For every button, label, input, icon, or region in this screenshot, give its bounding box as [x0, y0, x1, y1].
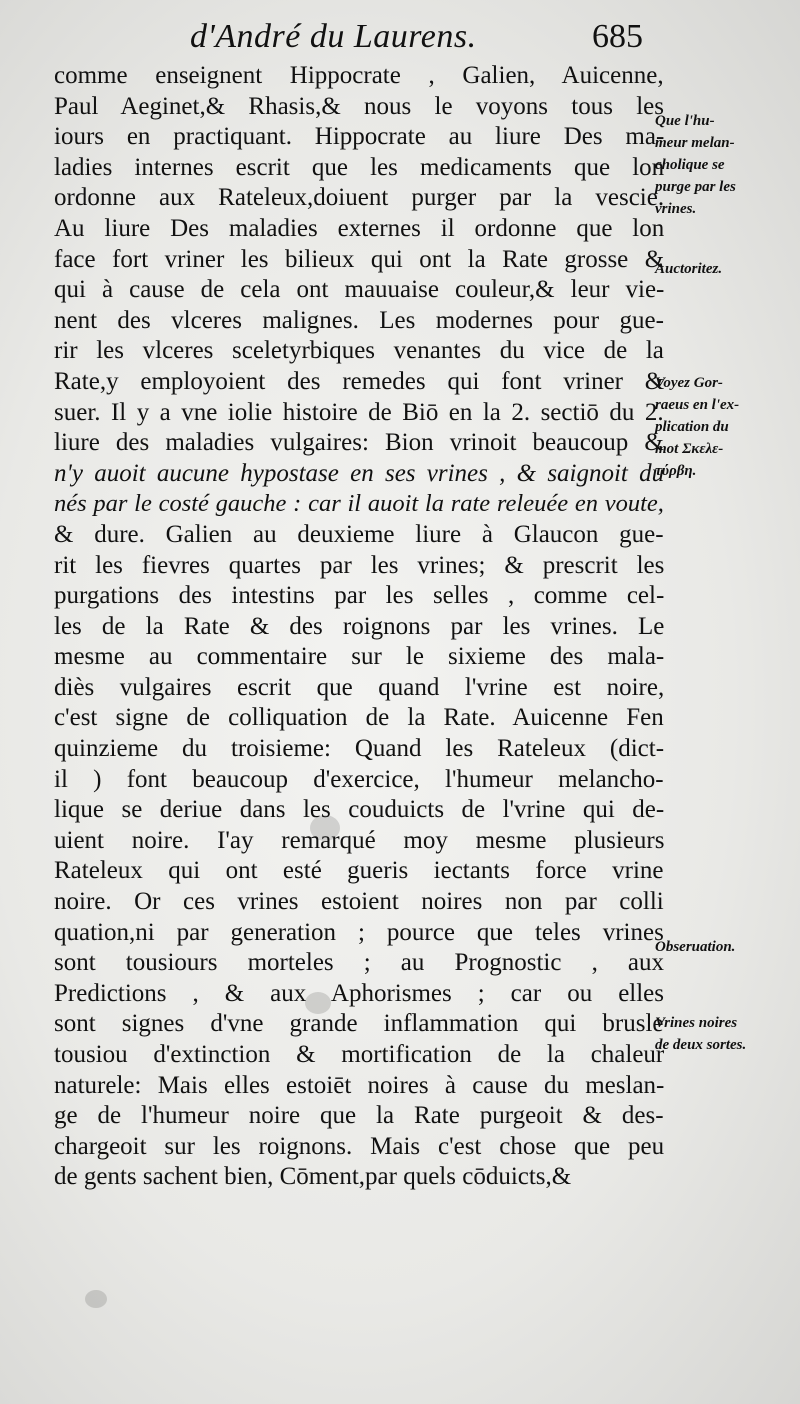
- text-line: qui à cause de cela ont mauuaise couleur,& leur vie-: [54, 276, 665, 304]
- body-text: [54, 61, 664, 1193]
- text-line: nent des vlceres malignes. Les modernes pour gue-: [54, 306, 664, 334]
- text-line: c'est signe de colliquation de la Rate. Auicenne Fen: [54, 704, 664, 732]
- text-line-italic: n'y auoit aucune hypostase en ses vrines , & saignoit du: [54, 459, 665, 487]
- text-line: tousiou d'extinction & mortification de la chaleur: [54, 1041, 665, 1068]
- text-line: suer. Il y a vne iolie histoire de Biō en la 2. sectiō du 2.: [54, 398, 664, 426]
- text-line: comme enseignent Hippocrate , Galien, Auicenne,: [54, 62, 664, 89]
- sidenote-obseruation: Obseruation.: [655, 939, 736, 955]
- text-line: liure des maladies vulgaires: Bion vrinoit beaucoup &: [54, 429, 664, 457]
- text-line: & dure. Galien au deuxieme liure à Glaucon gue-: [54, 520, 664, 548]
- text-line-italic: nés par le costé gauche : car il auoit la rate releuée en voute,: [54, 490, 664, 518]
- text-line: naturele: Mais elles estoiēt noires à cause du meslan-: [54, 1071, 665, 1099]
- text-line: uient noire. I'ay remarqué moy mesme plusieurs: [54, 826, 665, 854]
- text-line: mesme au commentaire sur le sixieme des mala-: [54, 643, 665, 671]
- sidenote-humeur-melancholique: Que l'hu- meur melan- cholique se purge par les vrines.: [655, 113, 736, 217]
- text-line: il ) font beaucoup d'exercice, l'humeur melancho-: [54, 765, 664, 793]
- margin-notes: [655, 0, 795, 1404]
- sidenote-vrines-noires: Vrines noires de deux sortes.: [655, 1015, 747, 1053]
- text-line: ordonne aux Rateleux,doiuent purger par la vescie.: [54, 184, 665, 212]
- sidenote-auctoritez: Auctoritez.: [655, 261, 723, 277]
- text-line: rir les vlceres sceletyrbiques venantes du vice de la: [54, 337, 664, 365]
- text-line: Au liure Des maladies externes il ordonne que lon: [54, 214, 665, 242]
- text-line: de gents sachent bien, Cōment,par quels cōduicts,&: [54, 1163, 572, 1191]
- text-line: Rate,y employoient des remedes qui font vriner &: [54, 367, 665, 395]
- text-line: quation,ni par generation ; pource que teles vrines: [54, 918, 664, 946]
- text-line: diès vulgaires escrit que quand l'vrine est noire,: [54, 673, 665, 701]
- text-line: rit les fievres quartes par les vrines; & prescrit les: [54, 551, 665, 579]
- text-line: quinzieme du troisieme: Quand les Rateleux (dict-: [54, 735, 665, 763]
- text-line: les de la Rate & des roignons par les vrines. Le: [54, 612, 665, 640]
- text-line: Rateleux qui ont esté gueris iectants force vrine: [54, 857, 664, 885]
- text-line: chargeoit sur les roignons. Mais c'est chose que peu: [54, 1132, 665, 1160]
- sidenote-voyez-gorraeus: Voyez Gor- raeus en l'ex- plication du mot Σκελε- τύρβη.: [655, 375, 740, 479]
- running-head: d'André du Laurens.: [190, 18, 477, 55]
- text-line: ge de l'humeur noire que la Rate purgeoit & des-: [54, 1102, 664, 1130]
- text-line: iours en practiquant. Hippocrate au liure Des ma-: [54, 123, 665, 151]
- text-line: sont tousiours morteles ; au Prognostic , aux: [54, 949, 665, 977]
- text-line: face fort vriner les bilieux qui ont la Rate grosse &: [54, 245, 665, 273]
- text-line: Predictions , & aux Aphorismes ; car ou elles: [54, 979, 665, 1007]
- text-line: Paul Aeginet,& Rhasis,& nous le voyons tous les: [54, 92, 664, 120]
- text-line: sont signes d'vne grande inflammation qui brusle: [54, 1010, 664, 1038]
- text-line: ladies internes escrit que les medicaments que lon: [54, 153, 665, 181]
- text-line: lique se deriue dans les couduicts de l'vrine qui de-: [54, 796, 665, 824]
- ink-blot: [85, 1290, 107, 1308]
- page-number: 685: [592, 18, 643, 55]
- text-line: noire. Or ces vrines estoient noires non par colli: [54, 888, 664, 916]
- text-line: purgations des intestins par les selles , comme cel-: [54, 582, 665, 610]
